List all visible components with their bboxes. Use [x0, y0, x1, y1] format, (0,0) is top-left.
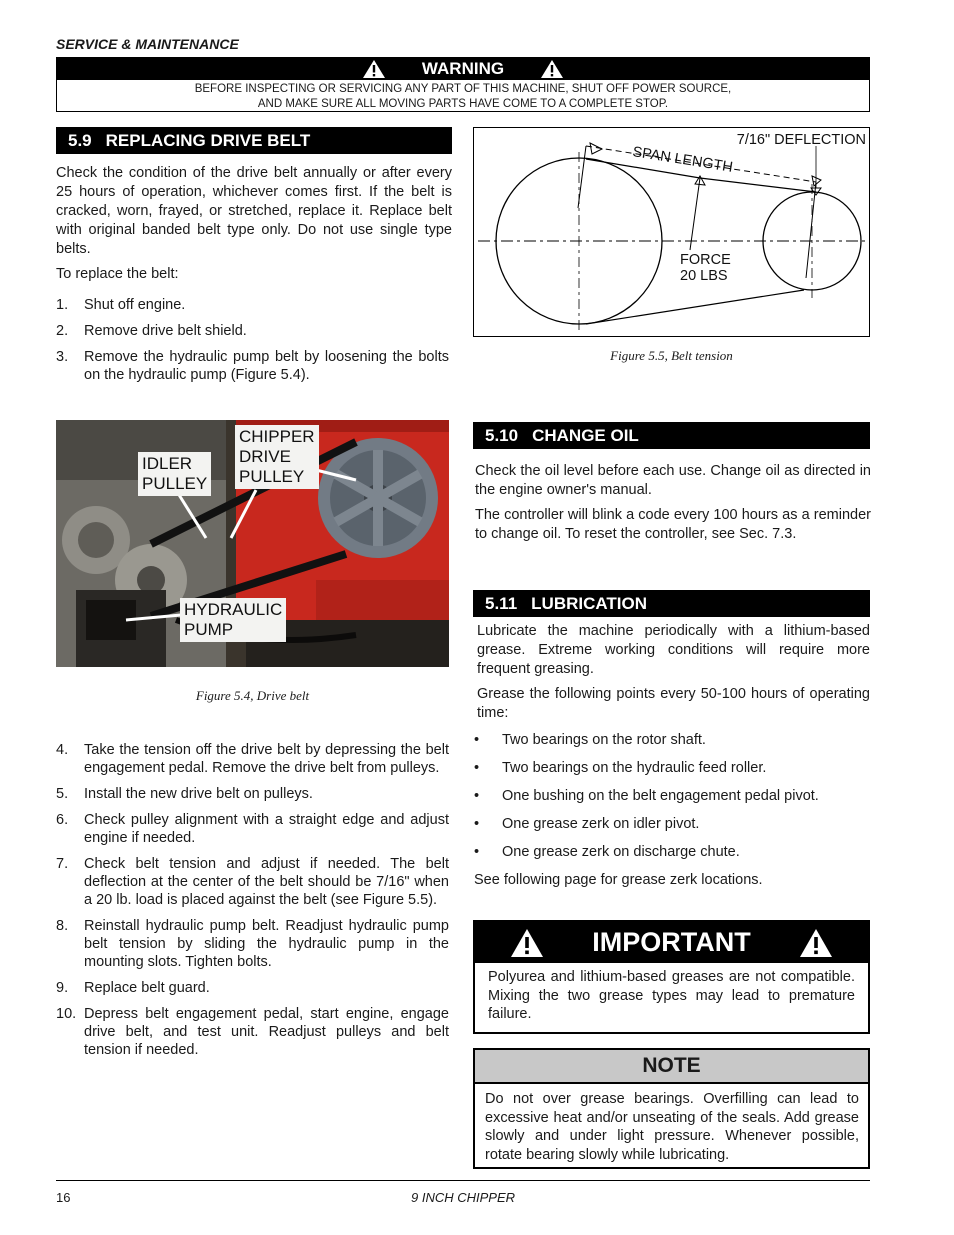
list-item-text: One bushing on the belt engagement pedal pivot.: [502, 788, 819, 804]
steps-list-a: [56, 296, 449, 384]
running-head: SERVICE & MAINTENANCE: [56, 36, 239, 52]
step-text: Check pulley alignment with a straight edge and adjust engine if needed.: [84, 812, 449, 846]
step-number: 10.: [56, 1006, 77, 1022]
photo-label-line: DRIVE: [239, 447, 291, 466]
photo-label-line: HYDRAULIC: [184, 600, 283, 619]
force-label: FORCE: [680, 252, 731, 268]
step-item: [56, 296, 449, 314]
bullet: •: [474, 816, 480, 832]
step-item: [56, 322, 449, 340]
warning-triangle-icon: [510, 928, 544, 958]
list-item-text: One grease zerk on discharge chute.: [502, 844, 740, 860]
step-number: 6.: [56, 812, 69, 828]
important-callout: [473, 920, 870, 1034]
step-text: Check belt tension and adjust if needed. The belt deflection at the center of the belt should be 7/16" when a 20 lb. load is placed against the belt (see Figure 5.5).: [84, 856, 449, 908]
force-value-label: 20 LBS: [680, 268, 728, 284]
important-text: Polyurea and lithium-based greases are not compatible. Mixing the two grease types may lead to premature failure.: [488, 969, 855, 1022]
bullet: •: [474, 788, 480, 804]
footer-title: 9 INCH CHIPPER: [410, 1190, 516, 1205]
step-number: 7.: [56, 856, 69, 872]
step-item: [56, 741, 449, 777]
list-item: [474, 759, 870, 777]
step-text: Reinstall hydraulic pump belt. Readjust hydraulic pump belt tension by sliding the hydraulic pump in the mounting slots. Tighten bolts.: [84, 918, 449, 970]
belt-upper-right: [700, 178, 816, 192]
steps-list-b: [56, 741, 449, 1059]
warning-text: [57, 80, 869, 112]
warning-line: AND MAKE SURE ALL MOVING PARTS HAVE COME TO A COMPLETE STOP.: [257, 98, 669, 110]
list-item-text: Two bearings on the rotor shaft.: [502, 732, 706, 748]
warning-triangle-icon: [799, 928, 833, 958]
belt-tension-figure: [473, 127, 870, 337]
belt-lower: [586, 290, 804, 324]
section-title: REPLACING DRIVE BELT: [105, 130, 311, 150]
drive-belt-photo: [56, 420, 449, 667]
section-number: 5.10: [485, 425, 519, 445]
photo-label-line: CHIPPER: [239, 427, 315, 446]
section-title: LUBRICATION: [531, 593, 647, 613]
hydraulic-pump-label: [180, 598, 286, 642]
note-bar: [475, 1050, 868, 1084]
step-text: Install the new drive belt on pulleys.: [84, 786, 313, 802]
list-item: [474, 815, 870, 833]
lube-paragraph-2: Grease the following points every 50-100 hours of operating time:: [477, 686, 870, 721]
section-number: 5.11: [485, 593, 518, 613]
photo-label-line: IDLER: [142, 454, 193, 473]
oil-paragraph-2: The controller will blink a code every 100 hours as a reminder to change oil. To reset the controller, see Sec. 7.3.: [475, 507, 871, 542]
note-title: NOTE: [642, 1054, 701, 1077]
list-item: [474, 731, 870, 749]
page-number: 16: [56, 1190, 71, 1205]
grease-closing-paragraph: See following page for grease zerk locations.: [474, 872, 763, 888]
step-text: Replace belt guard.: [84, 980, 210, 996]
photo-label-line: PULLEY: [142, 474, 208, 493]
figure-5-4-caption: Figure 5.4, Drive belt: [195, 688, 310, 703]
step-item: [56, 1005, 449, 1059]
section-heading-5-10: [473, 422, 870, 449]
bullet: •: [474, 760, 480, 776]
important-title: IMPORTANT: [592, 927, 751, 957]
oil-paragraph-1: Check the oil level before each use. Change oil as directed in the engine owner's manual.: [475, 463, 871, 498]
figure-5-5-caption: Figure 5.5, Belt tension: [610, 348, 733, 363]
step-item: [56, 979, 449, 997]
step-number: 8.: [56, 918, 69, 934]
belt-tension-diagram: [474, 128, 869, 336]
idler-pulley-label: [138, 452, 211, 496]
warning-bar: [57, 58, 869, 80]
chipper-drive-pulley-label: [235, 425, 319, 489]
step-item: [56, 917, 449, 971]
lube-paragraph-1: Lubricate the machine periodically with a lithium-based grease. Extreme working conditions will require more frequent greasing.: [477, 623, 870, 677]
note-text: Do not over grease bearings. Overfilling can lead to excessive heat and/or unseating of the seals. Add grease slowly and under light pressure. Whenever possible, rotate bearing slowly while lubricating.: [485, 1091, 859, 1163]
deflection-label: 7/16" DEFLECTION: [736, 132, 866, 148]
bullet: •: [474, 732, 480, 748]
list-item-text: One grease zerk on idler pivot.: [502, 816, 700, 832]
list-item-text: Two bearings on the hydraulic feed roller.: [502, 760, 767, 776]
step-item: [56, 811, 449, 847]
warning-title: WARNING: [421, 59, 505, 78]
step-number: 5.: [56, 786, 69, 802]
note-callout: [473, 1048, 870, 1169]
step-text: Remove the hydraulic pump belt by loosening the bolts on the hydraulic pump (Figure 5.4).: [84, 349, 449, 383]
step-number: 3.: [56, 349, 69, 365]
span-length-label: SPAN LENGTH: [631, 144, 734, 176]
grease-points-list: [474, 731, 870, 871]
section-heading-5-11: [473, 590, 870, 617]
list-item: [474, 787, 870, 805]
warning-triangle-icon: [362, 59, 386, 79]
step-item: [56, 348, 449, 384]
warning-line: BEFORE INSPECTING OR SERVICING ANY PART OF THIS MACHINE, SHUT OFF POWER SOURCE,: [194, 83, 732, 95]
step-number: 9.: [56, 980, 69, 996]
step-text: Depress belt engagement pedal, start engine, engage drive belt, and test unit. Readjust pulleys and belt tension if needed.: [84, 1006, 449, 1058]
step-item: [56, 855, 449, 909]
warning-box: [56, 57, 870, 112]
step-item: [56, 785, 449, 803]
warning-triangle-icon: [540, 59, 564, 79]
step-number: 1.: [56, 297, 69, 313]
section-heading-5-9: [56, 127, 452, 154]
step-number: 2.: [56, 323, 69, 339]
belt-intro-paragraph: Check the condition of the drive belt annually or after every 25 hours of operation, whichever comes first. If the belt is cracked, worn, frayed, or stretched, replace it. Replace belt with original banded belt type only. Do not use single type belts.: [56, 165, 452, 257]
step-number: 4.: [56, 742, 69, 758]
photo-label-line: PULLEY: [239, 467, 305, 486]
important-bar: [475, 922, 868, 963]
footer-rule: [56, 1180, 870, 1181]
photo-label-line: PUMP: [184, 620, 234, 639]
step-text: Take the tension off the drive belt by depressing the belt engagement pedal. Remove the drive belt from pulleys.: [84, 742, 449, 776]
bullet: •: [474, 844, 480, 860]
step-text: Shut off engine.: [84, 297, 186, 313]
step-text: Remove drive belt shield.: [84, 323, 247, 339]
section-number: 5.9: [68, 130, 92, 150]
section-title: CHANGE OIL: [532, 425, 639, 445]
list-item: [474, 843, 870, 861]
belt-lead-paragraph: To replace the belt:: [56, 266, 179, 282]
